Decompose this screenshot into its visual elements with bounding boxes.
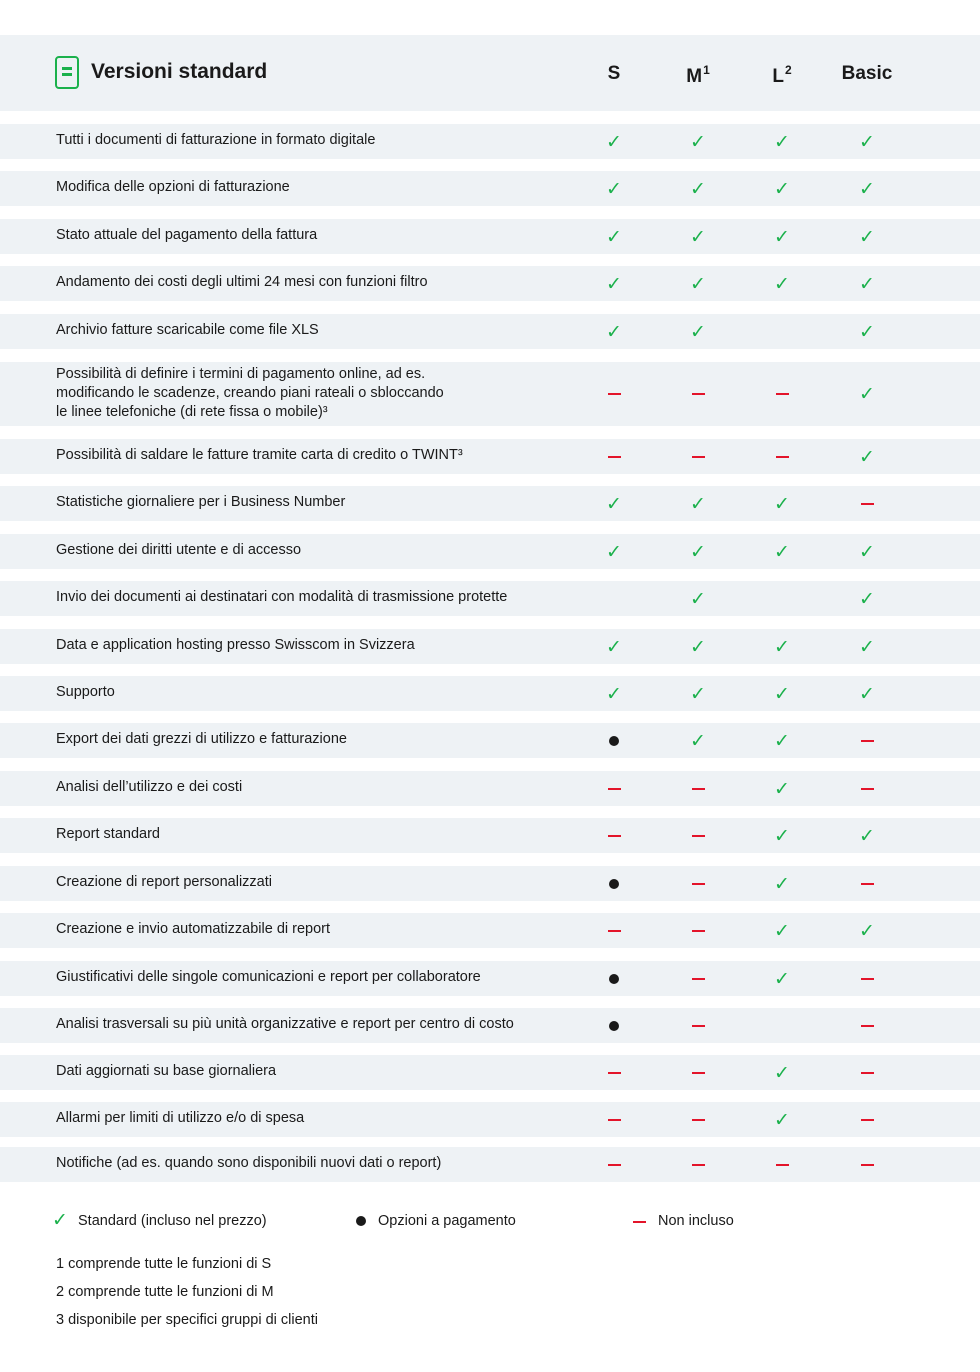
check-icon: ✓ — [690, 132, 706, 153]
check-icon: ✓ — [859, 227, 875, 248]
check-icon: ✓ — [606, 637, 622, 658]
legend-dash-icon — [633, 1213, 646, 1231]
dash-icon — [692, 1164, 705, 1166]
feature-label: Allarmi per limiti di utilizzo e/o di spesa — [56, 1110, 305, 1126]
cell-l — [752, 970, 812, 990]
cell-m — [668, 638, 728, 658]
dash-icon — [692, 1025, 705, 1027]
cell-basic — [837, 1072, 897, 1074]
cell-m — [668, 456, 728, 458]
cell-s — [584, 879, 644, 889]
check-icon: ✓ — [859, 637, 875, 658]
cell-l — [752, 180, 812, 200]
table-header — [0, 35, 980, 111]
cell-l — [752, 922, 812, 942]
check-icon: ✓ — [774, 274, 790, 295]
cell-basic — [837, 1164, 897, 1166]
feature-label: Analisi dell’utilizzo e dei costi — [56, 779, 243, 795]
footnote-3: 3 disponibile per specifici gruppi di clienti — [56, 1312, 318, 1328]
table-title: Versioni standard — [91, 60, 268, 83]
dash-icon — [692, 835, 705, 837]
check-icon: ✓ — [690, 179, 706, 200]
feature-label: Report standard — [56, 826, 160, 842]
table-row — [0, 629, 980, 664]
check-icon: ✓ — [859, 384, 875, 405]
feature-label: Notifiche (ad es. quando sono disponibili nuovi dati o report) — [56, 1155, 442, 1171]
cell-l — [752, 228, 812, 248]
cell-basic — [837, 133, 897, 153]
cell-m — [668, 543, 728, 563]
cell-m — [668, 1072, 728, 1074]
cell-s — [584, 1072, 644, 1074]
check-icon: ✓ — [690, 322, 706, 343]
dash-icon — [608, 1119, 621, 1121]
cell-s — [584, 638, 644, 658]
cell-l — [752, 133, 812, 153]
column-header-s: S — [607, 63, 621, 84]
legend-standard: Standard (incluso nel prezzo) — [78, 1213, 267, 1229]
cell-m — [668, 133, 728, 153]
feature-label: Creazione di report personalizzati — [56, 874, 272, 890]
cell-m — [668, 275, 728, 295]
table-row — [0, 771, 980, 806]
feature-label: Tutti i documenti di fatturazione in formato digitale — [56, 132, 376, 148]
cell-m — [668, 393, 728, 395]
dash-icon — [861, 1025, 874, 1027]
cell-basic — [837, 448, 897, 468]
cell-basic — [837, 922, 897, 942]
dash-icon — [692, 930, 705, 932]
check-icon: ✓ — [606, 322, 622, 343]
document-icon — [55, 56, 79, 89]
cell-m — [668, 930, 728, 932]
table-row — [0, 486, 980, 521]
check-icon: ✓ — [859, 826, 875, 847]
check-icon: ✓ — [606, 274, 622, 295]
check-icon: ✓ — [859, 921, 875, 942]
check-icon: ✓ — [690, 684, 706, 705]
cell-m — [668, 685, 728, 705]
cell-s — [584, 180, 644, 200]
cell-basic — [837, 638, 897, 658]
cell-l — [752, 275, 812, 295]
check-icon: ✓ — [859, 274, 875, 295]
dash-icon — [776, 1164, 789, 1166]
table-row — [0, 219, 980, 254]
cell-s — [584, 1119, 644, 1121]
dash-icon — [608, 1072, 621, 1074]
cell-m — [668, 180, 728, 200]
check-icon: ✓ — [774, 921, 790, 942]
table-row — [0, 439, 980, 474]
cell-m — [668, 788, 728, 790]
feature-label: Giustificativi delle singole comunicazioni e report per collaboratore — [56, 969, 481, 985]
dash-icon — [692, 978, 705, 980]
feature-label: Analisi trasversali su più unità organizzative e report per centro di costo — [56, 1016, 514, 1032]
dash-icon — [861, 1119, 874, 1121]
dash-icon — [861, 883, 874, 885]
check-icon: ✓ — [690, 589, 706, 610]
check-icon: ✓ — [606, 494, 622, 515]
cell-l — [752, 393, 812, 395]
dash-icon — [608, 456, 621, 458]
check-icon: ✓ — [774, 227, 790, 248]
cell-basic — [837, 685, 897, 705]
cell-l — [752, 732, 812, 752]
dash-icon — [692, 393, 705, 395]
cell-basic — [837, 740, 897, 742]
cell-s — [584, 228, 644, 248]
table-row — [0, 866, 980, 901]
table-row — [0, 266, 980, 301]
check-icon: ✓ — [690, 494, 706, 515]
check-icon: ✓ — [774, 179, 790, 200]
legend-dot-icon — [356, 1212, 366, 1230]
dash-icon — [692, 1119, 705, 1121]
column-header-basic: Basic — [841, 63, 893, 84]
check-icon: ✓ — [774, 494, 790, 515]
table-row — [0, 534, 980, 569]
check-icon: ✓ — [774, 542, 790, 563]
cell-l — [752, 1064, 812, 1084]
check-icon: ✓ — [606, 132, 622, 153]
cell-s — [584, 1164, 644, 1166]
cell-basic — [837, 228, 897, 248]
cell-m — [668, 1164, 728, 1166]
cell-l — [752, 685, 812, 705]
check-icon: ✓ — [774, 779, 790, 800]
dash-icon — [861, 1164, 874, 1166]
cell-m — [668, 228, 728, 248]
footnote-1: 1 comprende tutte le funzioni di S — [56, 1256, 272, 1272]
cell-s — [584, 393, 644, 395]
dash-icon — [861, 978, 874, 980]
check-icon: ✓ — [606, 542, 622, 563]
cell-basic — [837, 827, 897, 847]
feature-label: Modifica delle opzioni di fatturazione — [56, 179, 290, 195]
check-icon: ✓ — [859, 322, 875, 343]
feature-label: Andamento dei costi degli ultimi 24 mesi con funzioni filtro — [56, 274, 428, 290]
dash-icon — [608, 930, 621, 932]
cell-s — [584, 275, 644, 295]
dash-icon — [608, 835, 621, 837]
check-icon: ✓ — [774, 826, 790, 847]
table-row — [0, 581, 980, 616]
check-icon: ✓ — [859, 447, 875, 468]
cell-m — [668, 835, 728, 837]
cell-basic — [837, 543, 897, 563]
cell-s — [584, 133, 644, 153]
check-icon: ✓ — [606, 179, 622, 200]
check-icon: ✓ — [774, 637, 790, 658]
feature-label: Dati aggiornati su base giornaliera — [56, 1063, 277, 1079]
cell-m — [668, 495, 728, 515]
check-icon: ✓ — [606, 227, 622, 248]
legend-check-icon: ✓ — [52, 1210, 68, 1231]
check-icon: ✓ — [774, 874, 790, 895]
cell-basic — [837, 883, 897, 885]
cell-l — [752, 638, 812, 658]
feature-label: Archivio fatture scaricabile come file XLS — [56, 322, 319, 338]
check-icon: ✓ — [859, 542, 875, 563]
cell-l — [752, 543, 812, 563]
cell-s — [584, 685, 644, 705]
cell-m — [668, 1025, 728, 1027]
dash-icon — [692, 883, 705, 885]
check-icon: ✓ — [606, 684, 622, 705]
check-icon: ✓ — [690, 637, 706, 658]
feature-label: Data e application hosting presso Swisscom in Svizzera — [56, 637, 415, 653]
table-row — [0, 723, 980, 758]
cell-basic — [837, 503, 897, 505]
feature-label: Invio dei documenti ai destinatari con modalità di trasmissione protette — [56, 589, 508, 605]
cell-s — [584, 835, 644, 837]
dot-icon — [609, 1021, 619, 1031]
check-icon: ✓ — [859, 132, 875, 153]
feature-label: Supporto — [56, 684, 115, 700]
check-icon: ✓ — [690, 274, 706, 295]
legend-paid: Opzioni a pagamento — [378, 1213, 516, 1229]
table-row — [0, 1008, 980, 1043]
dash-icon — [776, 456, 789, 458]
table-row — [0, 961, 980, 996]
feature-label: Stato attuale del pagamento della fattura — [56, 227, 318, 243]
dash-icon — [608, 393, 621, 395]
check-icon: ✓ — [859, 179, 875, 200]
check-icon: ✓ — [774, 1110, 790, 1131]
cell-basic — [837, 275, 897, 295]
table-row — [0, 171, 980, 206]
dash-icon — [692, 456, 705, 458]
cell-s — [584, 495, 644, 515]
cell-l — [752, 1111, 812, 1131]
cell-basic — [837, 323, 897, 343]
cell-basic — [837, 788, 897, 790]
table-row — [0, 676, 980, 711]
cell-m — [668, 1119, 728, 1121]
cell-s — [584, 788, 644, 790]
check-icon: ✓ — [859, 684, 875, 705]
table-row — [0, 1147, 980, 1182]
cell-s — [584, 323, 644, 343]
dash-icon — [608, 788, 621, 790]
check-icon: ✓ — [774, 1063, 790, 1084]
cell-s — [584, 930, 644, 932]
cell-m — [668, 978, 728, 980]
dash-icon — [776, 393, 789, 395]
cell-basic — [837, 385, 897, 405]
cell-s — [584, 456, 644, 458]
cell-basic — [837, 978, 897, 980]
dash-icon — [861, 503, 874, 505]
cell-basic — [837, 1119, 897, 1121]
cell-s — [584, 736, 644, 746]
cell-l — [752, 875, 812, 895]
feature-label: Gestione dei diritti utente e di accesso — [56, 542, 302, 558]
cell-basic — [837, 1025, 897, 1027]
check-icon: ✓ — [690, 227, 706, 248]
cell-m — [668, 323, 728, 343]
table-row — [0, 913, 980, 948]
cell-l — [752, 1164, 812, 1166]
cell-s — [584, 974, 644, 984]
check-icon: ✓ — [859, 589, 875, 610]
feature-label: Creazione e invio automatizzabile di report — [56, 921, 331, 937]
cell-l — [752, 827, 812, 847]
cell-l — [752, 780, 812, 800]
table-row — [0, 362, 980, 426]
cell-m — [668, 732, 728, 752]
dot-icon — [609, 879, 619, 889]
check-icon: ✓ — [774, 969, 790, 990]
dash-icon — [861, 740, 874, 742]
dash-icon — [692, 788, 705, 790]
cell-l — [752, 495, 812, 515]
dash-icon — [861, 788, 874, 790]
column-header-l: $L^2$ — [772, 63, 792, 87]
cell-s — [584, 1021, 644, 1031]
table-row — [0, 314, 980, 349]
dot-icon — [609, 974, 619, 984]
check-icon: ✓ — [774, 132, 790, 153]
feature-label: Export dei dati grezzi di utilizzo e fatturazione — [56, 731, 347, 747]
feature-label: Possibilità di saldare le fatture tramite carta di credito o TWINT³ — [56, 447, 463, 463]
dot-icon — [609, 736, 619, 746]
check-icon: ✓ — [690, 731, 706, 752]
cell-basic — [837, 180, 897, 200]
legend-not-included: Non incluso — [658, 1213, 734, 1229]
cell-m — [668, 883, 728, 885]
check-icon: ✓ — [774, 731, 790, 752]
cell-s — [584, 543, 644, 563]
table-row — [0, 1102, 980, 1137]
feature-label: Statistiche giornaliere per i Business Number — [56, 494, 346, 510]
footnote-2: 2 comprende tutte le funzioni di M — [56, 1284, 274, 1300]
table-row — [0, 818, 980, 853]
cell-basic — [837, 590, 897, 610]
feature-label: Possibilità di definire i termini di pagamento online, ad es. modificando le scadenze, creando piani rateali o sbloccando le linee telefoniche (di rete fissa o mobile)³ — [56, 366, 444, 420]
table-row — [0, 124, 980, 159]
column-header-m: $M^1$ — [686, 63, 710, 87]
table-row — [0, 1055, 980, 1090]
check-icon: ✓ — [690, 542, 706, 563]
dash-icon — [861, 1072, 874, 1074]
cell-l — [752, 456, 812, 458]
check-icon: ✓ — [774, 684, 790, 705]
cell-m — [668, 590, 728, 610]
dash-icon — [608, 1164, 621, 1166]
dash-icon — [692, 1072, 705, 1074]
